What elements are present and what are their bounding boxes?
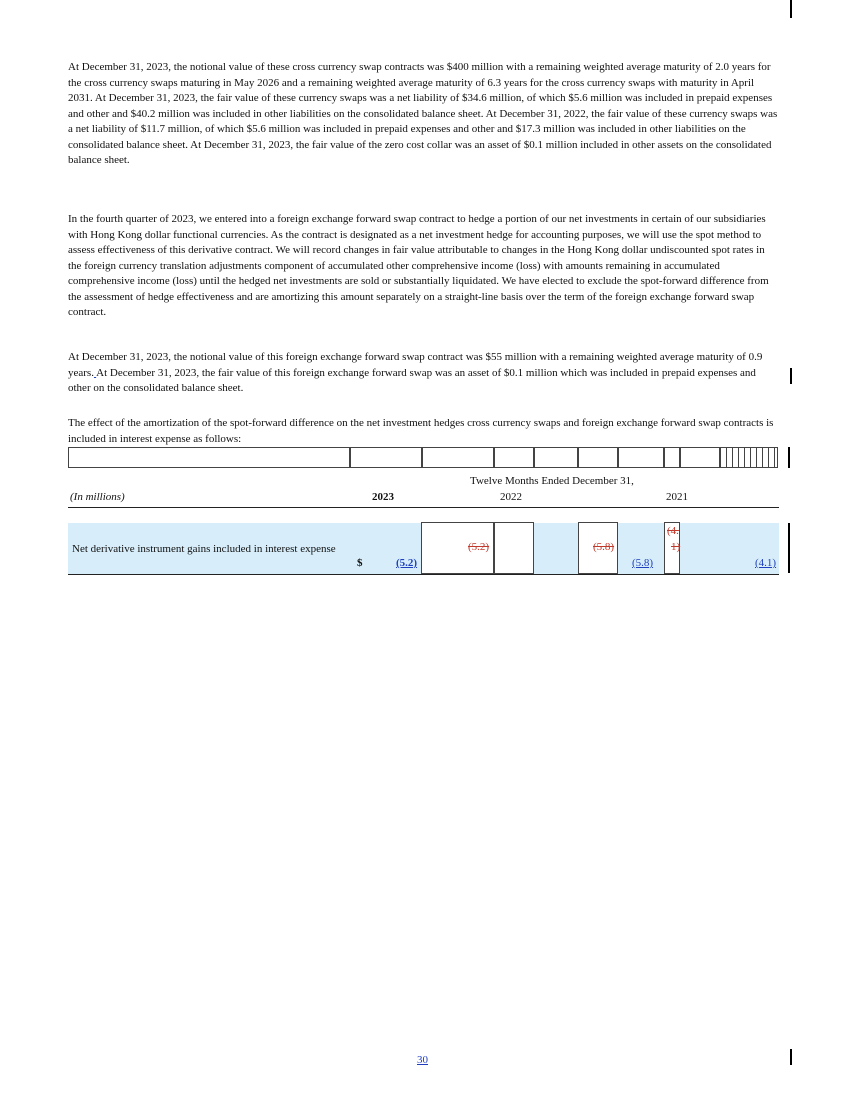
table-year-2023: 2023 — [372, 491, 394, 503]
table-empty-row-cell-8 — [664, 447, 680, 468]
table-deleted-2022: (5.8) — [593, 541, 615, 553]
table-empty-row-cell-5 — [534, 447, 578, 468]
table-deleted-2021-line2: 1) — [671, 541, 681, 553]
change-bar-paragraph3 — [790, 368, 792, 384]
table-year-2022: 2022 — [500, 491, 522, 503]
change-bar-top — [790, 0, 792, 18]
table-empty-row-cell-3 — [422, 447, 494, 468]
change-bar-table-row — [788, 523, 790, 573]
paragraph-table-intro: The effect of the amortization of the spot-forward difference on the net investment hedges cross currency swaps and foreign exchange forward swap contracts is included in interest expense as follows: — [68, 417, 774, 445]
table-value-2021: (4.1) — [755, 557, 777, 569]
table-deleted-2023: (5.2) — [468, 541, 490, 553]
table-period-header: Twelve Months Ended December 31, — [470, 475, 634, 487]
table-header-rule — [68, 507, 779, 508]
table-unit-label: (In millions) — [70, 491, 125, 503]
paragraph-forward-swap-value-part1: At December 31, 2023, the notional value of this foreign exchange forward swap contract was $55 million with a remaining weighted average maturity of 0.9 years. — [68, 351, 763, 379]
paragraph-forward-swap-value-part2: At December 31, 2023, the fair value of this foreign exchange forward swap was an asset of $0.1 million which was included in prepaid expenses and other on the consolidated balance sheet. — [68, 366, 756, 394]
paragraph-cross-currency-swaps: At December 31, 2023, the notional value of these cross currency swap contracts was $400 million with a remaining weighted average maturity of 2.0 years for the cross currency swaps maturing in May 2026 and a remaining weighted average maturity of 6.3 years for the cross currency swaps with maturity in April 2031. At December 31, 2023, the fair value of these currency swaps was a net liability of $34.6 million, of which $5.6 million was included in prepaid expenses and other and $40.2 million was included in other liabilities on the consolidated balance sheet. At December 31, 2022, the fair value of these currency swaps was a net liability of $11.7 million, of which $5.6 million was included in prepaid expenses and other and $17.3 million was included in other liabilities on the consolidated balance sheet. At December 31, 2023, the fair value of the zero cost collar was an asset of $0.1 million included in other assets on the consolidated balance sheet. — [68, 61, 778, 166]
table-row-cell-2022-spacer — [494, 522, 534, 574]
table-row-label: Net derivative instrument gains included in interest expense — [72, 543, 336, 555]
paragraph-forward-swap-value — [68, 350, 780, 397]
table-empty-row-cell-9 — [680, 447, 720, 468]
change-bar-table-header — [788, 447, 790, 468]
change-bar-footer — [790, 1049, 792, 1065]
table-empty-row-cell-7 — [618, 447, 664, 468]
table-empty-row-cell-1 — [68, 447, 350, 468]
table-year-2021: 2021 — [666, 491, 688, 503]
table-row-bottom-rule — [68, 574, 779, 575]
table-deleted-2021-line1: (4. — [667, 525, 679, 537]
table-empty-row-cell-6 — [578, 447, 618, 468]
table-value-2023: (5.2) — [396, 557, 418, 569]
table-empty-row-cell-2 — [350, 447, 422, 468]
table-empty-row-cell-10 — [720, 447, 778, 468]
table-value-2022: (5.8) — [632, 557, 654, 569]
table-empty-row-cell-4 — [494, 447, 534, 468]
table-currency-symbol: $ — [357, 557, 363, 569]
page-number[interactable]: 30 — [417, 1054, 428, 1066]
paragraph-forward-swap-hedge: In the fourth quarter of 2023, we entered into a foreign exchange forward swap contract to hedge a portion of our net investments in certain of our subsidiaries with Hong Kong dollar functional currencies. As the contract is designated as a net investment hedge for accounting purposes, we will use the spot method to assess effectiveness of this derivative contract. We will record changes in fair value attributable to changes in the Hong Kong dollar undiscounted spot rates in the foreign currency translation adjustments component of accumulated other comprehensive income (loss) with amounts remaining in accumulated comprehensive income (loss) until the hedged net investments are sold or substantially liquidated. We have elected to exclude the spot-forward difference from the assessment of hedge effectiveness and are amortizing this amount separately on a straight-line basis over the term of the foreign exchange forward swap contract. — [68, 213, 769, 318]
